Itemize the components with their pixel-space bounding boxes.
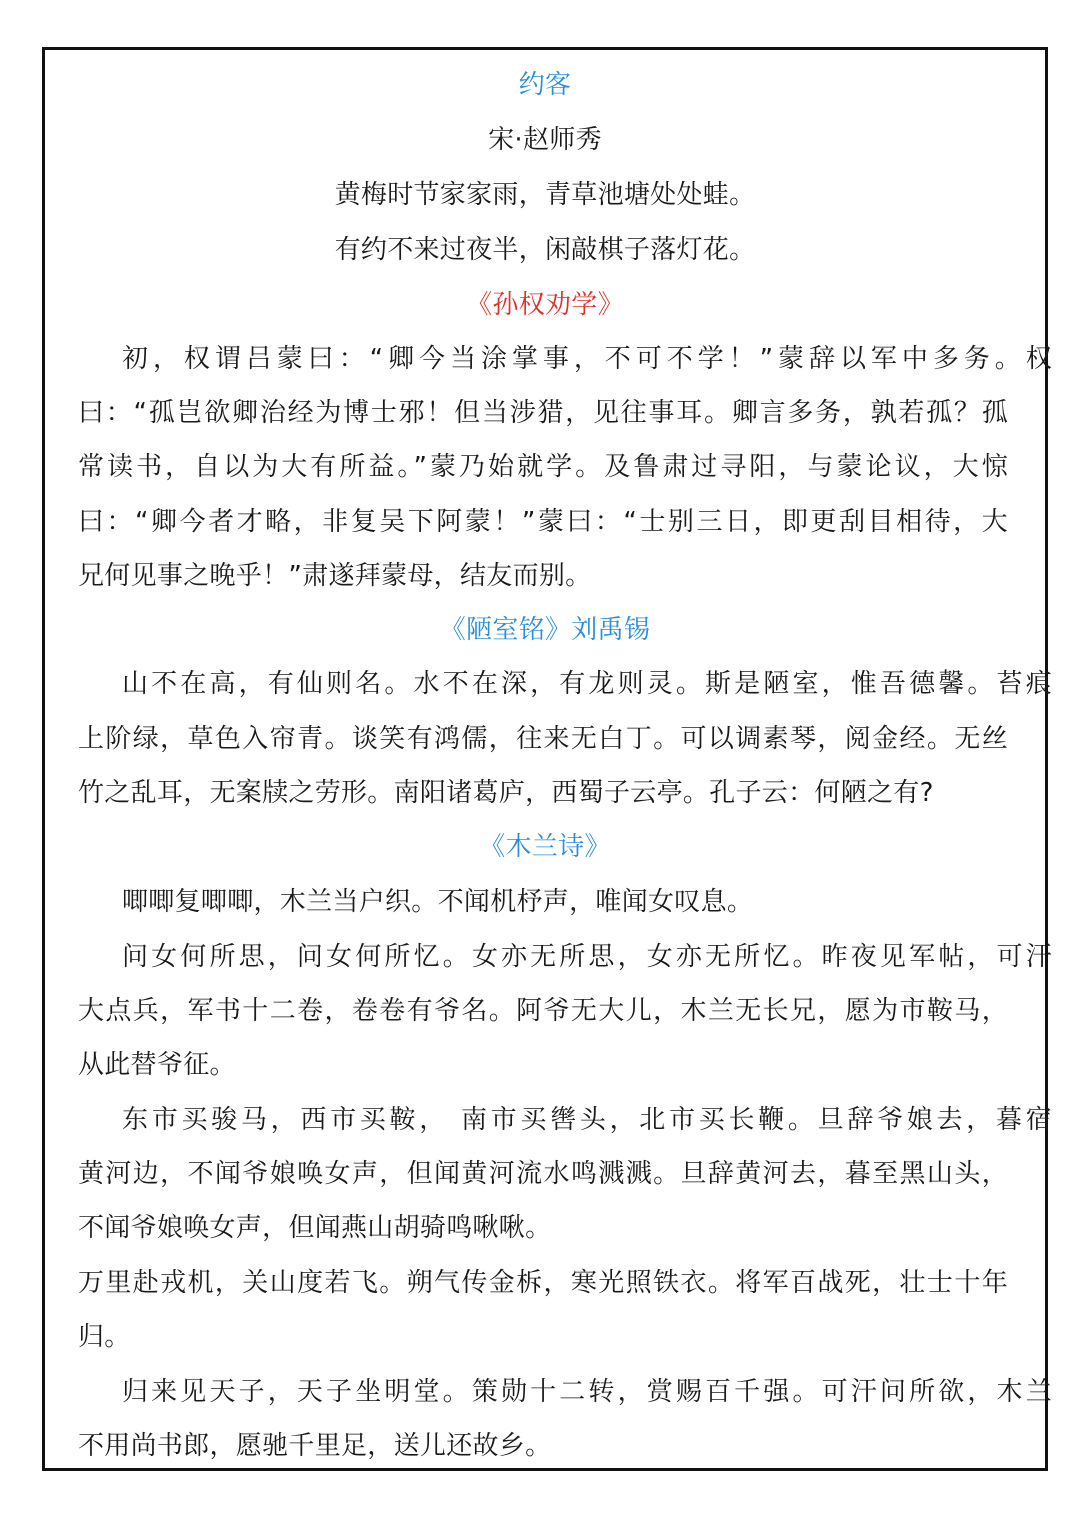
poem-line: 黄梅时节家家雨，青草池塘处处蛙。 <box>334 180 756 210</box>
text-line: 黄河边，不闻爷娘唤女声，但闻黄河流水鸣溅溅。旦辞黄河去，暮至黑山头， <box>78 1159 1008 1189</box>
text-line: 归。 <box>78 1322 131 1352</box>
text-line: 大点兵，军书十二卷，卷卷有爷名。阿爷无大儿，木兰无长兄，愿为市鞍马， <box>78 996 1008 1026</box>
text-line: 曰：“卿今者才略，非复吴下阿蒙！”蒙曰：“士别三日，即更刮目相待，大 <box>78 507 1008 537</box>
text-line: 从此替爷征。 <box>78 1050 236 1080</box>
text-line: 万里赴戎机，关山度若飞。朔气传金柝，寒光照铁衣。将军百战死，壮士十年 <box>78 1268 1008 1298</box>
text-line: 问女何所思，问女何所忆。女亦无所思，女亦无所忆。昨夜见军帖，可汗 <box>122 942 1052 972</box>
text-line: 常读书，自以为大有所益。”蒙乃始就学。及鲁肃过寻阳，与蒙论议，大惊 <box>78 452 1008 482</box>
text-line: 唧唧复唧唧，木兰当户织。不闻机杼声，唯闻女叹息。 <box>122 887 754 917</box>
poem-author: 宋·赵师秀 <box>488 125 602 155</box>
text-line: 竹之乱耳，无案牍之劳形。南阳诸葛庐，西蜀子云亭。孔子云：何陋之有? <box>78 778 934 808</box>
text-line: 初，权谓吕蒙曰：“卿今当涂掌事，不可不学！”蒙辞以军中多务。权 <box>122 344 1052 374</box>
section-title-sunquan: 《孙权劝学》 <box>466 290 624 320</box>
text-line: 山不在高，有仙则名。水不在深，有龙则灵。斯是陋室，惟吾德馨。苔痕 <box>122 669 1052 699</box>
section-title-loushiming: 《陋室铭》刘禹锡 <box>439 615 651 645</box>
text-line: 东市买骏马，西市买鞍， 南市买辔头，北市买长鞭。旦辞爷娘去，暮宿 <box>122 1105 1052 1135</box>
poem-line: 有约不来过夜半，闲敲棋子落灯花。 <box>334 235 756 265</box>
text-line: 曰：“孤岂欲卿治经为博士邪！但当涉猎，见往事耳。卿言多务，孰若孤？孤 <box>78 398 1008 428</box>
text-line: 归来见天子，天子坐明堂。策勋十二转，赏赐百千强。可汗问所欲，木兰 <box>122 1377 1052 1407</box>
poem-title-yueke: 约客 <box>518 70 572 100</box>
text-line: 不闻爷娘唤女声，但闻燕山胡骑鸣啾啾。 <box>78 1213 552 1243</box>
section-title-mulanshi: 《木兰诗》 <box>479 832 611 862</box>
text-line: 上阶绿，草色入帘青。谈笑有鸿儒，往来无白丁。可以调素琴，阅金经。无丝 <box>78 724 1008 754</box>
text-line: 不用尚书郎，愿驰千里足，送儿还故乡。 <box>78 1431 552 1461</box>
text-line: 兄何见事之晚乎！”肃遂拜蒙母，结友而别。 <box>78 561 592 591</box>
